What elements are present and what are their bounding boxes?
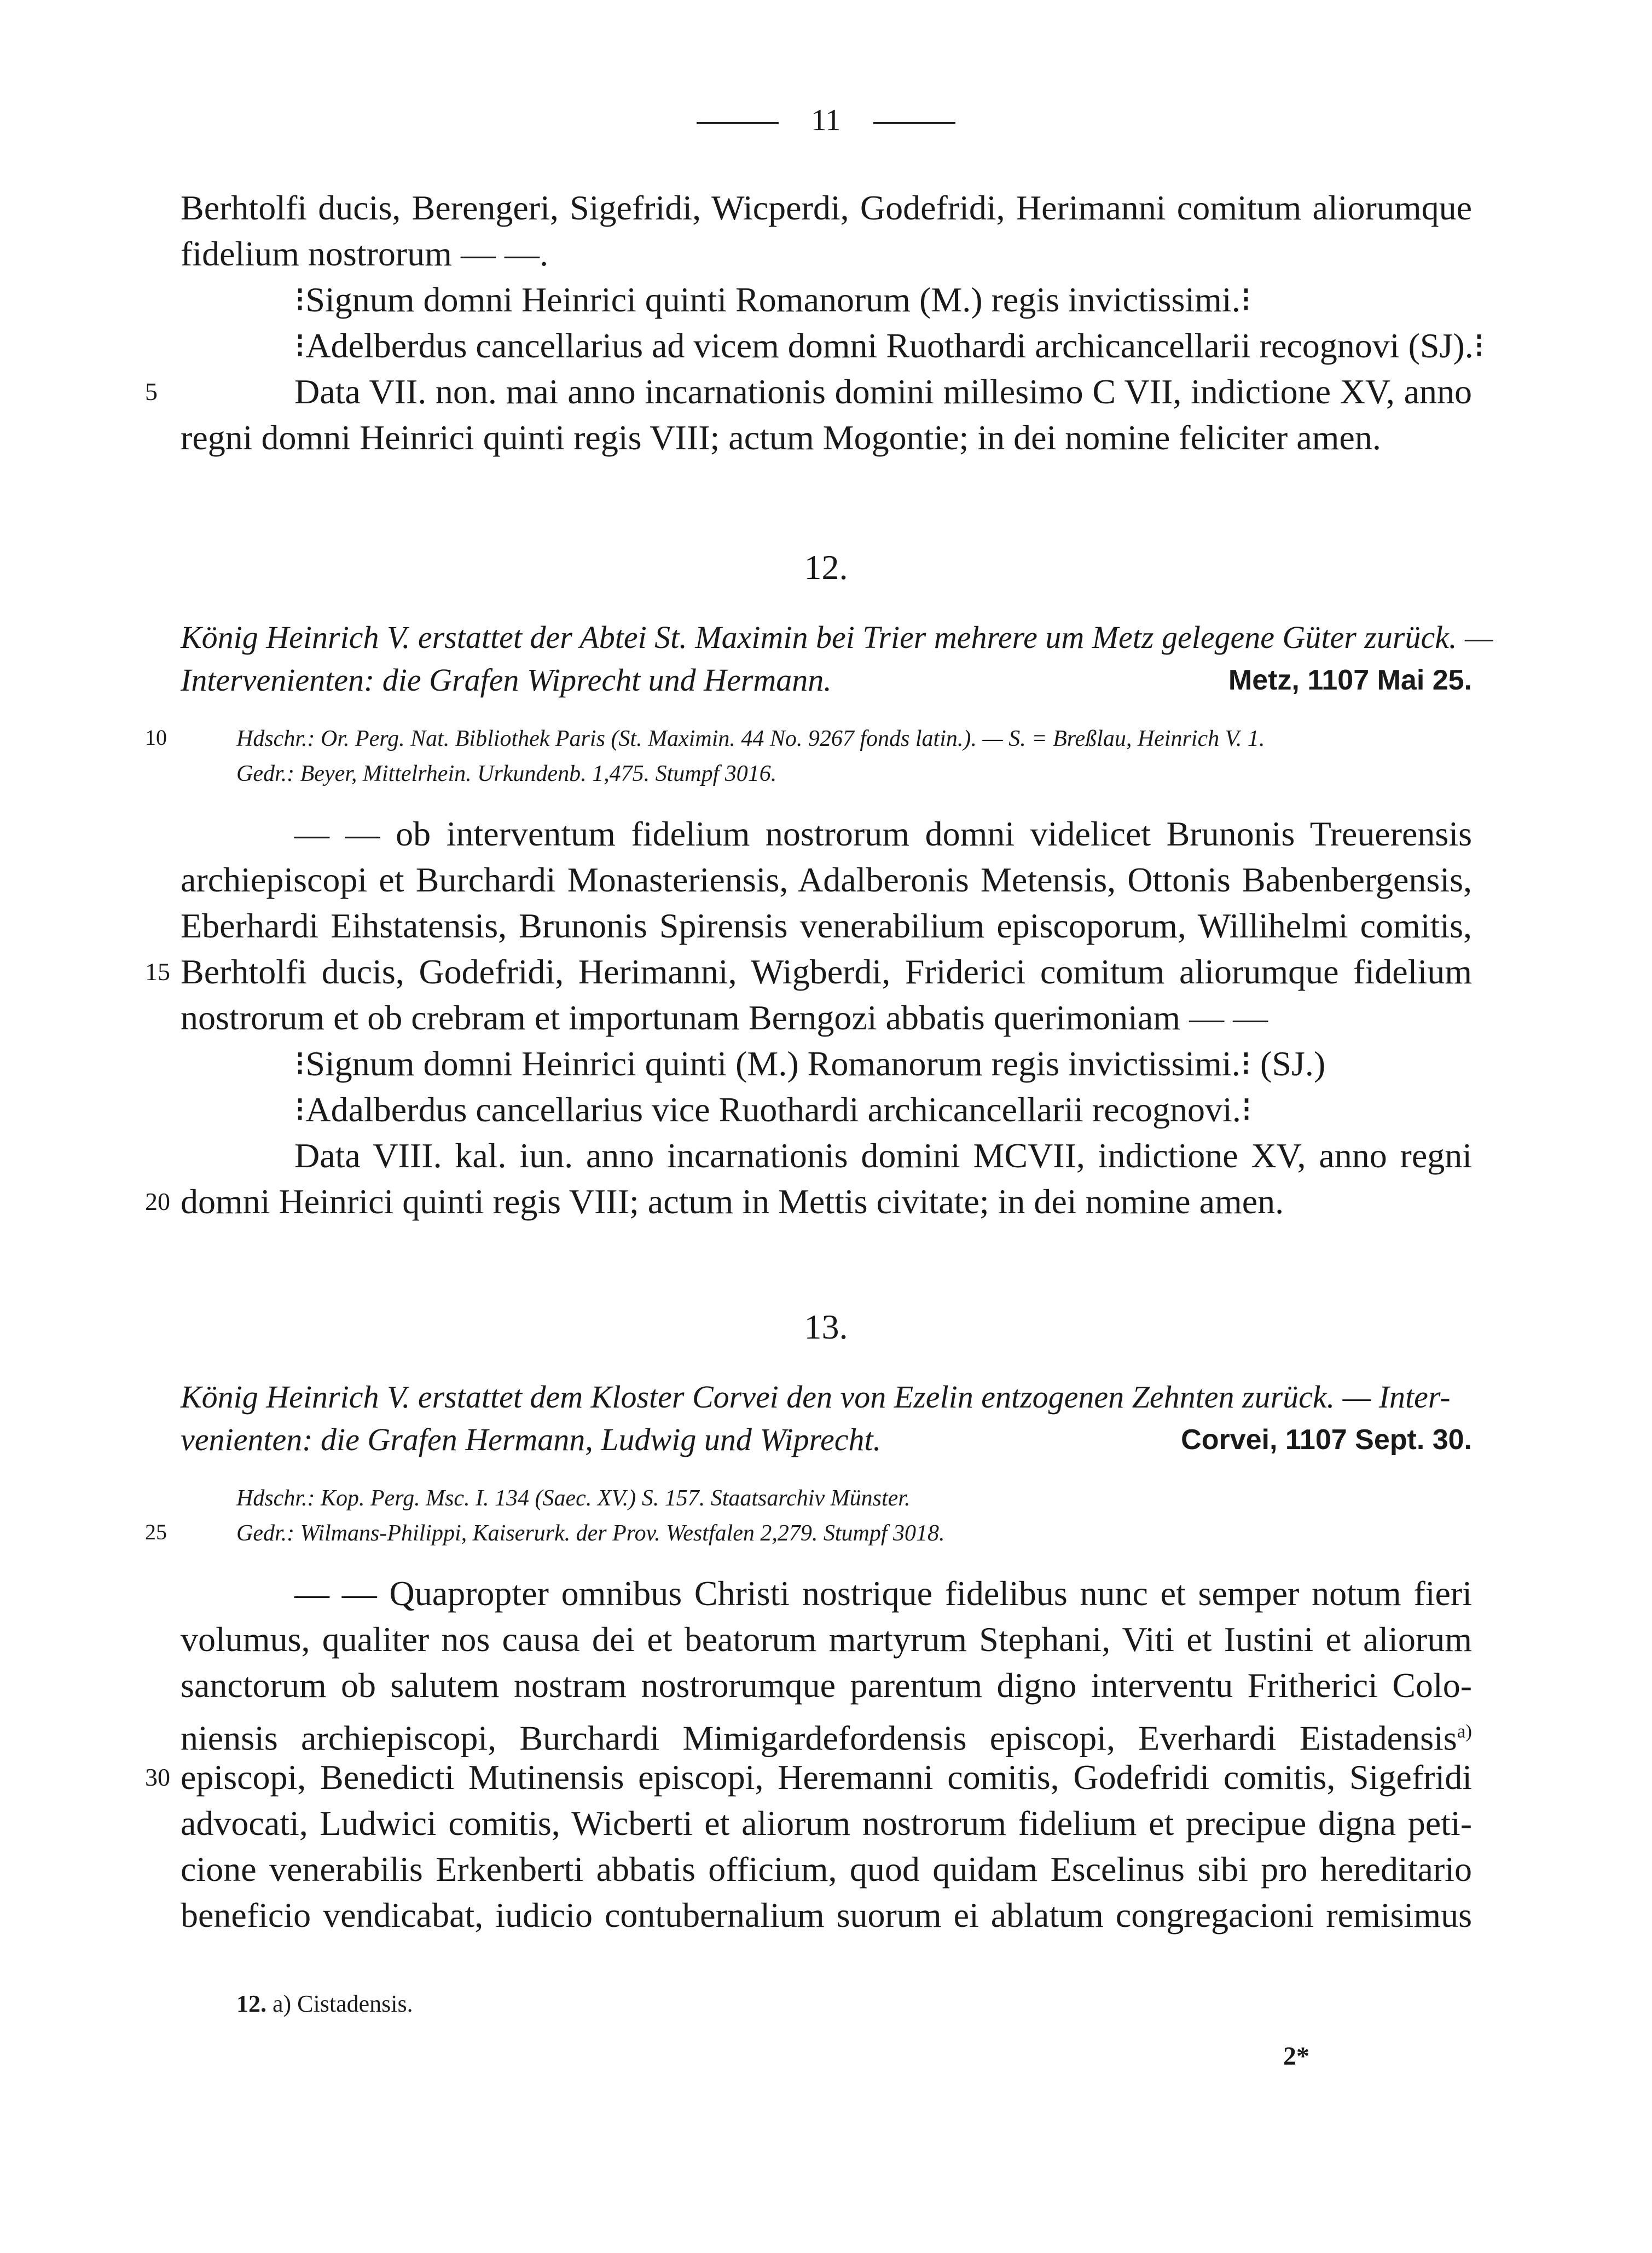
text-line: Berhtolfi ducis, Godefridi, Herimanni, Wigberdi, Friderici comitum aliorumque fidelium — [181, 952, 1472, 991]
source-line: Hdschr.: Or. Perg. Nat. Bibliothek Paris (St. Maximin. 44 No. 9267 fonds latin.). — S. = Breßlau, Heinrich V. 1. — [236, 726, 1265, 751]
signum-line: ⁝Signum domni Heinrici quinti Romanorum (M.) regis invictissimi.⁝ — [294, 280, 1252, 319]
text-line: beneficio vendicabat, iudicio contubernalium suorum ei ablatum congregacioni remisimus — [181, 1896, 1472, 1935]
data-line: Data VII. non. mai anno incarnationis domini millesimo C VII, indictione XV, anno — [294, 372, 1472, 411]
text-line: — — Quapropter omnibus Christi nostrique fidelibus nunc et semper notum fieri — [294, 1574, 1472, 1613]
recognition-line: ⁝Adelberdus cancellarius ad vicem domni Ruothardi archicancellarii recognovi (SJ).⁝ — [294, 326, 1485, 365]
regest-line — [181, 1418, 1472, 1461]
line-number: 30 — [145, 1763, 170, 1791]
page-number: 11 — [811, 103, 841, 137]
signature-mark: 2* — [1283, 2042, 1309, 2071]
regest-line: König Heinrich V. erstattet der Abtei St. Maximin bei Trier mehrere um Metz gelegene Güter zurück. — — [181, 619, 1493, 655]
line-number: 10 — [145, 725, 167, 750]
text-line: Eberhardi Eihstatensis, Brunonis Spirensis venerabilium episcoporum, Willihelmi comitis, — [181, 906, 1472, 945]
footnote-marker: a) — [1457, 1721, 1472, 1742]
place-date: Metz, 1107 Mai 25. — [1228, 664, 1472, 696]
page-header — [0, 103, 1652, 138]
line-number: 20 — [145, 1188, 170, 1215]
source-line: Gedr.: Beyer, Mittelrhein. Urkundenb. 1,475. Stumpf 3016. — [236, 761, 777, 786]
data-line: Data VIII. kal. iun. anno incarnationis domini MCVII, indictione XV, anno regni — [294, 1136, 1472, 1175]
footnote-ref: 12. — [236, 1990, 266, 2017]
text-line: Berhtolfi ducis, Berengeri, Sigefridi, Wicperdi, Godefridi, Herimanni comitum aliorumque — [181, 188, 1472, 227]
line-number: 25 — [145, 1520, 167, 1544]
text-line: sanctorum ob salutem nostram nostrorumque parentum digno interventu Fritherici Colo- — [181, 1666, 1472, 1705]
text-line — [181, 1708, 1472, 1761]
text-line: — — ob interventum fidelium nostrorum domni videlicet Brunonis Treuerensis — [294, 814, 1472, 853]
text-line: advocati, Ludwici comitis, Wicberti et aliorum nostrorum fidelium et precipue digna peti- — [181, 1804, 1472, 1843]
line-number: 15 — [145, 958, 170, 986]
regest-line: König Heinrich V. erstattet dem Kloster Corvei den von Ezelin entzogenen Zehnten zurück. — Inter- — [181, 1379, 1451, 1415]
source-line: Gedr.: Wilmans-Philippi, Kaiserurk. der Prov. Westfalen 2,279. Stumpf 3018. — [236, 1521, 945, 1546]
header-rule-left — [697, 122, 779, 124]
signum-line: ⁝Signum domni Heinrici quinti (M.) Romanorum regis invictissimi.⁝ (SJ.) — [294, 1044, 1326, 1083]
text-line: regni domni Heinrici quinti regis VIII; actum Mogontie; in dei nomine feliciter amen. — [181, 418, 1381, 457]
text-line: cione venerabilis Erkenberti abbatis officium, quod quidam Escelinus sibi pro hereditario — [181, 1850, 1472, 1889]
text-line: fidelium nostrorum — —. — [181, 234, 548, 273]
footnote — [236, 1990, 413, 2018]
text-line: volumus, qualiter nos causa dei et beatorum martyrum Stephani, Viti et Iustini et aliorum — [181, 1620, 1472, 1659]
document-number-12: 12. — [804, 548, 848, 587]
text-line: domni Heinrici quinti regis VIII; actum in Mettis civitate; in dei nomine amen. — [181, 1182, 1284, 1221]
text-line: episcopi, Benedicti Mutinensis episcopi, Heremanni comitis, Godefridi comitis, Sigefridi — [181, 1758, 1472, 1797]
regest-text: venienten: die Grafen Hermann, Ludwig und Wiprecht. — [181, 1422, 882, 1457]
source-line: Hdschr.: Kop. Perg. Msc. I. 134 (Saec. XV.) S. 157. Staatsarchiv Münster. — [236, 1486, 911, 1511]
line-number: 5 — [145, 378, 158, 406]
footnote-text: a) Cistadensis. — [273, 1990, 413, 2017]
text-line-content: niensis archiepiscopi, Burchardi Mimigardefordensis episcopi, Everhardi Eistadensis — [181, 1718, 1457, 1758]
text-line: archiepiscopi et Burchardi Monasteriensis, Adalberonis Metensis, Ottonis Babenbergensis, — [181, 860, 1472, 899]
header-rule-right — [873, 122, 955, 124]
document-number-13: 13. — [804, 1307, 848, 1346]
regest-text: Intervenienten: die Grafen Wiprecht und Hermann. — [181, 662, 832, 698]
text-line: nostrorum et ob crebram et importunam Berngozi abbatis querimoniam — — — [181, 998, 1268, 1037]
place-date: Corvei, 1107 Sept. 30. — [1181, 1424, 1472, 1456]
regest-line — [181, 659, 1472, 702]
recognition-line: ⁝Adalberdus cancellarius vice Ruothardi archicancellarii recognovi.⁝ — [294, 1090, 1253, 1129]
